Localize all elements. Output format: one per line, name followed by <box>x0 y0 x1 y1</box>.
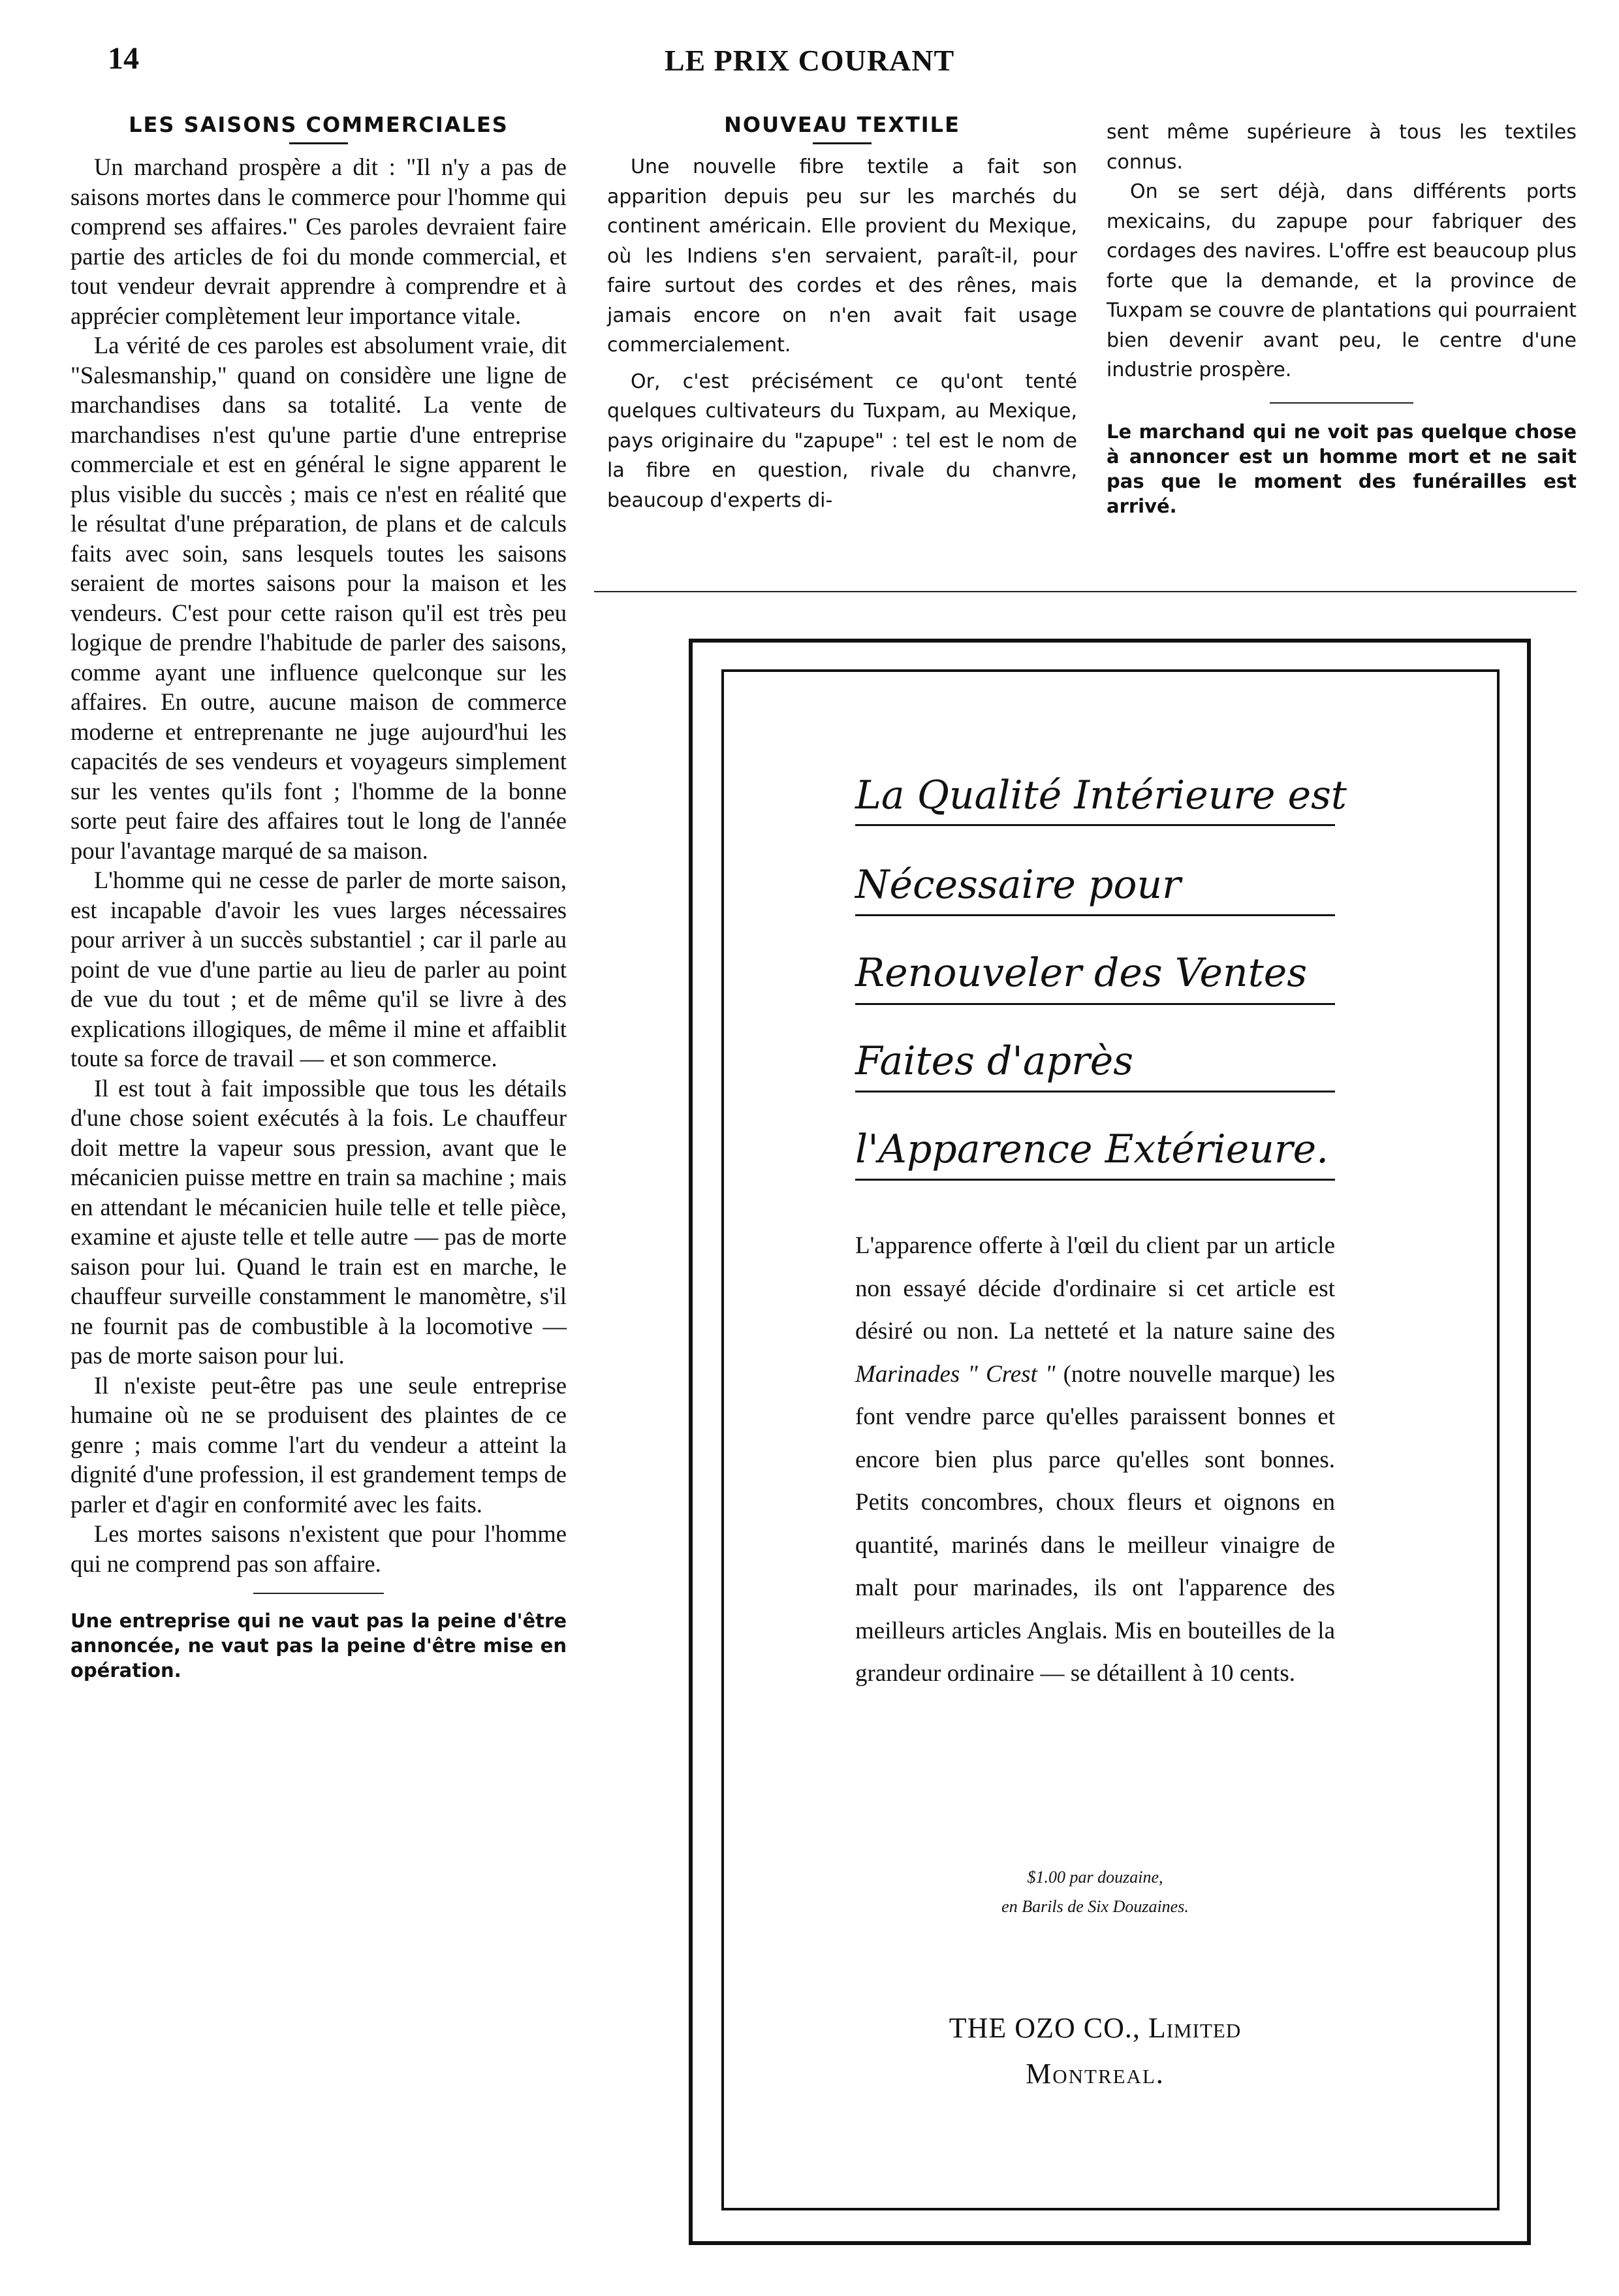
ad-body-text <box>855 1224 1335 1695</box>
left-paragraph: L'homme qui ne cesse de parler de morte saison, est incapable d'avoir les vues larges nécessaires pour arriver à un succès substantiel ; car il parle au point de vue d'une partie au lieu de parler au point de vue du tout ; et de même qu'il se livre à des explications illogiques, de même il mine et affaiblit toute sa force de travail — et son commerce. <box>71 867 567 1072</box>
ad-company-text: THE OZO CO., Limited <box>949 2012 1242 2044</box>
ad-headline-underline <box>855 824 1335 826</box>
left-paragraph: Les mortes saisons n'existent que pour l'homme qui ne comprend pas son affaire. <box>71 1520 567 1577</box>
left-paragraph: Un marchand prospère a dit : "Il n'y a pas de saisons mortes dans le commerce pour l'homme qui comprend ses affaires." Ces paroles devraient faire partie des articles de foi du monde commercial, et tout vendeur devrait apprendre à comprendre et à apprécier complètement leur importance vitale. <box>71 153 567 329</box>
middle-heading: NOUVEAU TEXTILE <box>724 112 960 137</box>
right-paragraph: sent même supérieure à tous les textiles connus. <box>1107 121 1577 174</box>
left-paragraph: La vérité de ces paroles est absolument vraie, dit "Salesmanship," quand on considère une ligne de marchandises dans sa totalité. La vente de marchandises n'est qu'une partie d'une entreprise commerciale et est en général le signe apparent le plus visible du succès ; mais ce n'est en réalité que le résultat d'une préparation, de plans et de calculs faits avec soin, sans lesquels toutes les saisons seraient de mortes saisons pour la maison et les vendeurs. C'est pour cette raison qu'il est très peu logique de prendre l'habitude de parler des saisons, comme ayant une influence quelconque sur les affaires. En outre, aucune maison de commerce moderne et entreprenante ne juge aujourd'hui les capacités de ses vendeurs et voyageurs simplement sur les ventes qu'ils font ; l'homme de la bonne sorte peut faire des affaires tout le long de l'année pour l'avantage marqué de sa maison. <box>71 332 567 864</box>
page-number: 14 <box>108 41 139 76</box>
ad-headline-underline <box>855 914 1335 916</box>
middle-paragraph: Or, c'est précisément ce qu'ont tenté quelques cultivateurs du Tuxpam, au Mexique, pays originaire du "zapupe" : tel est le nom de la fibre en question, rivale du chanvre, beaucoup d'experts di- <box>607 370 1077 512</box>
right-bold-note: Le marchand qui ne voit pas quelque chose à annoncer est un homme mort et ne sait pas que le moment des funérailles est arrivé. <box>1107 420 1577 517</box>
left-column <box>71 112 567 1683</box>
page-title: LE PRIX COURANT <box>664 44 955 77</box>
left-paragraph: Il est tout à fait impossible que tous les détails d'une chose soient exécutés à la fois. Le chauffeur doit mettre la vapeur sous pression, avant que le mécanicien puisse mettre en train sa machine ; mais en attendant le mécanicien huile telle et telle pièce, examine et ajuste telle et telle autre — pas de morte saison pour lui. Quand le train est en marche, le chauffeur surveille constamment le manomètre, s'il ne fournit pas de combustible à la locomotive — pas de morte saison pour lui. <box>71 1074 567 1369</box>
ad-headline-line: l'Apparence Extérieure. <box>855 1126 1329 1172</box>
ad-headline-underline <box>855 1003 1335 1005</box>
middle-column <box>607 112 1077 515</box>
ad-headline-line: Faites d'après <box>855 1038 1134 1084</box>
middle-heading-rule <box>813 142 872 144</box>
left-paragraph: Il n'existe peut-être pas une seule entreprise humaine où ne se produisent des plaintes de ce genre ; mais comme l'art du vendeur a atteint la dignité d'une profession, il est grandement temps de parler et d'agir en conformité avec les faits. <box>71 1371 567 1518</box>
ad-headline-underline <box>855 1091 1335 1092</box>
middle-paragraph: Une nouvelle fibre textile a fait son apparition depuis peu sur les marchés du continent américain. Elle provient du Mexique, où les Indiens s'en servaient, paraît-il, pour faire surtout des cordes et des rênes, mais jamais encore on n'en avait fait usage commercialement. <box>607 155 1077 357</box>
ad-body-after: (notre nouvelle marque) les font vendre parce qu'elles paraissent bonnes et encore bien plus parce qu'elles sont bonnes. Petits concombres, choux fleurs et oignons en quantité, marinés dans le meilleur vinaigre de malt pour marinades, ils ont l'apparence des meilleurs articles Anglais. Mis en bouteilles de la grandeur ordinaire — se détaillent à 10 cents. <box>855 1360 1336 1687</box>
ad-price-line: en Barils de Six Douzaines. <box>1001 1897 1189 1916</box>
left-separator <box>253 1593 384 1594</box>
ad-headline-underline <box>855 1179 1335 1181</box>
ad-headline-line: Nécessaire pour <box>855 862 1181 908</box>
right-paragraph: On se sert déjà, dans différents ports mexicains, du zapupe pour fabriquer des cordages des navires. L'offre est beaucoup plus forte que la demande, et la province de Tuxpam se couvre de plantations qui pourraient bien devenir avant peu, le centre d'une industrie prospère. <box>1107 180 1577 381</box>
ad-company-city <box>855 2057 1335 2090</box>
ad-headline-line: La Qualité Intérieure est <box>855 773 1347 818</box>
ad-brand: Marinades " Crest " <box>855 1360 1056 1388</box>
left-heading: LES SAISONS COMMERCIALES <box>129 112 509 137</box>
ad-body-before: L'apparence offerte à l'œil du client par un article non essayé décide d'ordinaire si cet article est désiré ou non. La netteté et la nature saine des <box>855 1232 1335 1345</box>
ad-price-line: $1.00 par douzaine, <box>1027 1868 1163 1887</box>
left-bold-note: Une entreprise qui ne vaut pas la peine d'être annoncée, ne vaut pas la peine d'être mise en opération. <box>71 1610 567 1682</box>
ad-city-text: Montreal. <box>1026 2058 1165 2090</box>
right-column <box>1107 118 1577 518</box>
ad-company-name <box>855 2011 1335 2045</box>
section-rule <box>594 591 1577 592</box>
left-heading-rule <box>289 142 348 144</box>
ad-headline-line: Renouveler des Ventes <box>855 950 1308 996</box>
right-separator <box>1270 402 1413 404</box>
